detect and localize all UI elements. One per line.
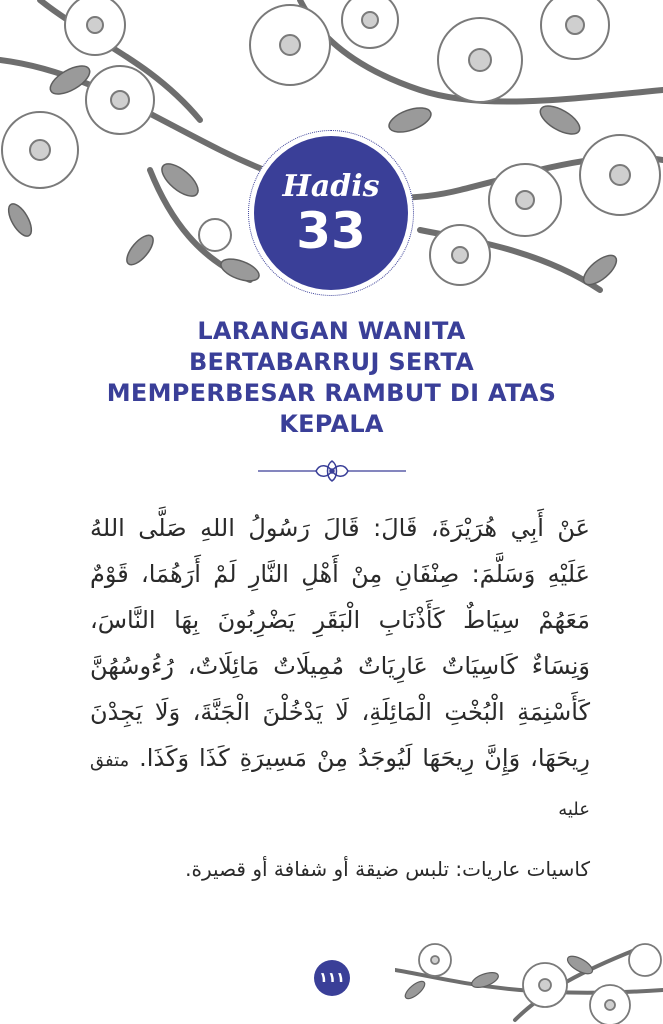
badge-label: Hadis — [282, 169, 380, 204]
hadith-text: عَنْ أَبِي هُرَيْرَةَ، قَالَ: قَالَ رَسُولُ اللهِ صَلَّى اللهُ عَلَيْهِ وَسَلَّمَ: صِنْفَانِ مِنْ أَهْلِ النَّارِ لَمْ أَرَهُمَا، قَوْمٌ مَعَهُمْ سِيَاطٌ كَأَذْنَابِ الْبَقَرِ يَضْرِبُونَ بِهَا النَّاسَ، وَنِسَاءٌ كَاسِيَاتٌ عَارِيَاتٌ مُمِيلَاتٌ مَائِلَاتٌ، رُءُوسُهُنَّ كَأَسْنِمَةِ الْبُخْتِ الْمَائِلَةِ، لَا يَدْخُلْنَ الْجَنَّةَ، وَلَا يَجِدْنَ رِيحَهَا، وَإِنَّ رِيحَهَا لَيُوجَدُ مِنْ مَسِيرَةِ كَذَا وَكَذَا. — [90, 514, 590, 772]
title-line: LARANGAN WANITA — [197, 317, 466, 345]
hadith-number-badge — [248, 130, 414, 296]
hadith-arabic-text — [90, 505, 590, 833]
chapter-title — [40, 316, 623, 440]
ornament-divider — [258, 457, 406, 485]
title-line: BERTABARRUJ SERTA — [188, 348, 475, 376]
hadith-number: 33 — [296, 202, 366, 260]
title-line: MEMPERBESAR RAMBUT DI ATAS — [106, 379, 557, 407]
title-line: KEPALA — [279, 410, 384, 438]
floral-illustration-bottom — [395, 930, 663, 1024]
hadith-source: متفق عليه — [90, 750, 590, 820]
footnote: كاسيات عاريات: تلبس ضيقة أو شفافة أو قصيرة. — [185, 857, 590, 881]
page-number: ١١١ — [314, 960, 350, 996]
badge-circle — [254, 136, 408, 290]
